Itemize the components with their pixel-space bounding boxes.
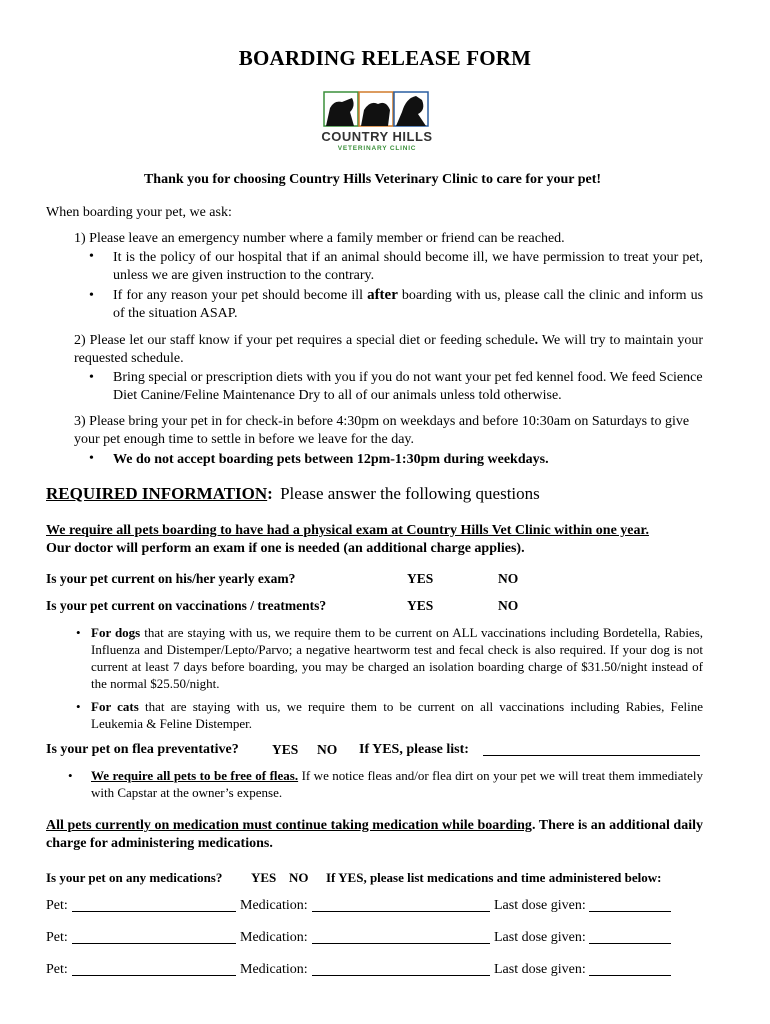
med-row-2-dose-field[interactable] xyxy=(589,930,671,944)
medication-note: All pets currently on medication must continue taking medication while boarding. There is an additional daily charge for administering medications. xyxy=(46,818,703,851)
bullet-icon: • xyxy=(76,699,81,714)
bullet-icon: • xyxy=(68,768,73,783)
yearly-exam-question: Is your pet current on his/her yearly exam? xyxy=(46,571,296,586)
cats-requirement: For cats that are staying with us, we require them to be current on all vaccinations including Rabies, Feline Leukemia & Feline Distemper. xyxy=(91,699,703,731)
med-row-1-dose-label: Last dose given: xyxy=(494,898,586,913)
yearly-exam-yes[interactable]: YES xyxy=(407,571,434,586)
vaccination-no[interactable]: NO xyxy=(498,598,519,613)
bullet-icon: • xyxy=(89,249,94,264)
flea-no[interactable]: NO xyxy=(317,742,338,757)
med-row-3-pet-label: Pet: xyxy=(46,962,68,977)
after-emphasis: after xyxy=(367,287,398,303)
medication-question: Is your pet on any medications? xyxy=(46,870,223,885)
intro-text: When boarding your pet, we ask: xyxy=(46,205,232,220)
medication-list-label: If YES, please list medications and time administered below: xyxy=(326,870,662,885)
med-row-2-med-field[interactable] xyxy=(312,930,490,944)
med-row-1-med-field[interactable] xyxy=(312,898,490,912)
flea-list-label: If YES, please list: xyxy=(359,742,469,757)
item-2-bullet-1: Bring special or prescription diets with you if you do not want your pet fed kennel food. We feed Science Diet Canine/Feline Maintenance Dry to all of our animals unless told otherwise. xyxy=(113,370,703,403)
med-row-3-med-field[interactable] xyxy=(312,962,490,976)
med-row-2-dose-label: Last dose given: xyxy=(494,930,586,945)
thank-you-line: Thank you for choosing Country Hills Veterinary Clinic to care for your pet! xyxy=(143,172,602,187)
logo-name: COUNTRY HILLS xyxy=(321,129,433,144)
yearly-exam-no[interactable]: NO xyxy=(498,571,519,586)
required-heading: REQUIRED INFORMATION: Please answer the following questions xyxy=(46,484,540,503)
flea-list-field[interactable] xyxy=(483,743,700,756)
item-3: 3) Please bring your pet in for check-in before 4:30pm on weekdays and before 10:30am on Saturdays to give your pet enough time to settle in before we leave for the day. xyxy=(74,414,690,447)
medication-yes[interactable]: YES xyxy=(251,870,277,885)
med-row-3-pet-field[interactable] xyxy=(72,962,236,976)
clinic-logo xyxy=(312,88,442,158)
logo-subtitle: VETERINARY CLINIC xyxy=(337,145,417,152)
med-row-2-pet-field[interactable] xyxy=(72,930,236,944)
medication-no[interactable]: NO xyxy=(289,870,309,885)
form-title: BOARDING RELEASE FORM xyxy=(238,46,532,70)
med-row-1-pet-label: Pet: xyxy=(46,898,68,913)
exam-charge-note: Our doctor will perform an exam if one is needed (an additional charge applies). xyxy=(46,541,525,556)
vaccination-question: Is your pet current on vaccinations / treatments? xyxy=(46,598,327,613)
item-1-bullet-2: If for any reason your pet should become ill after boarding with us, please call the clinic and inform us of the situation ASAP. xyxy=(113,287,704,321)
med-row-3-med-label: Medication: xyxy=(240,962,308,977)
flea-question: Is your pet on flea preventative? xyxy=(46,742,239,757)
med-row-2-med-label: Medication: xyxy=(240,930,308,945)
med-row-3-dose-label: Last dose given: xyxy=(494,962,586,977)
item-2: 2) Please let our staff know if your pet requires a special diet or feeding schedule. We will try to maintain your requested schedule. xyxy=(74,333,703,366)
dogs-requirement: For dogs that are staying with us, we require them to be current on ALL vaccinations including Bordetella, Rabies, Influenza and Distemper/Lepto/Parvo; a negative heartworm test and fecal check is also required. If your dog is not current at least 7 days before boarding, you may be charged an isolation boarding charge of $31.50/night instead of the normal $25.50/night. xyxy=(91,625,704,691)
bullet-icon: • xyxy=(89,370,94,385)
flea-yes[interactable]: YES xyxy=(272,742,299,757)
exam-requirement: We require all pets boarding to have had a physical exam at Country Hills Vet Clinic within one year. xyxy=(46,523,649,538)
item-3-bullet-1: We do not accept boarding pets between 12pm-1:30pm during weekdays. xyxy=(113,452,549,467)
vaccination-yes[interactable]: YES xyxy=(407,598,434,613)
bullet-icon: • xyxy=(76,625,81,640)
med-row-3-dose-field[interactable] xyxy=(589,962,671,976)
med-row-1-med-label: Medication: xyxy=(240,898,308,913)
med-row-1-pet-field[interactable] xyxy=(72,898,236,912)
item-1-bullet-1: It is the policy of our hospital that if an animal should become ill, we have permission to treat your pet, unless we are given instruction to the contrary. xyxy=(113,250,703,283)
bullet-icon: • xyxy=(89,451,94,466)
bullet-icon: • xyxy=(89,288,94,303)
med-row-1-dose-field[interactable] xyxy=(589,898,671,912)
med-row-2-pet-label: Pet: xyxy=(46,930,68,945)
flea-requirement: We require all pets to be free of fleas. If we notice fleas and/or flea dirt on your pet we will treat them immediately with Capstar at the owner’s expense. xyxy=(91,768,703,800)
item-1: 1) Please leave an emergency number where a family member or friend can be reached. xyxy=(74,231,565,246)
